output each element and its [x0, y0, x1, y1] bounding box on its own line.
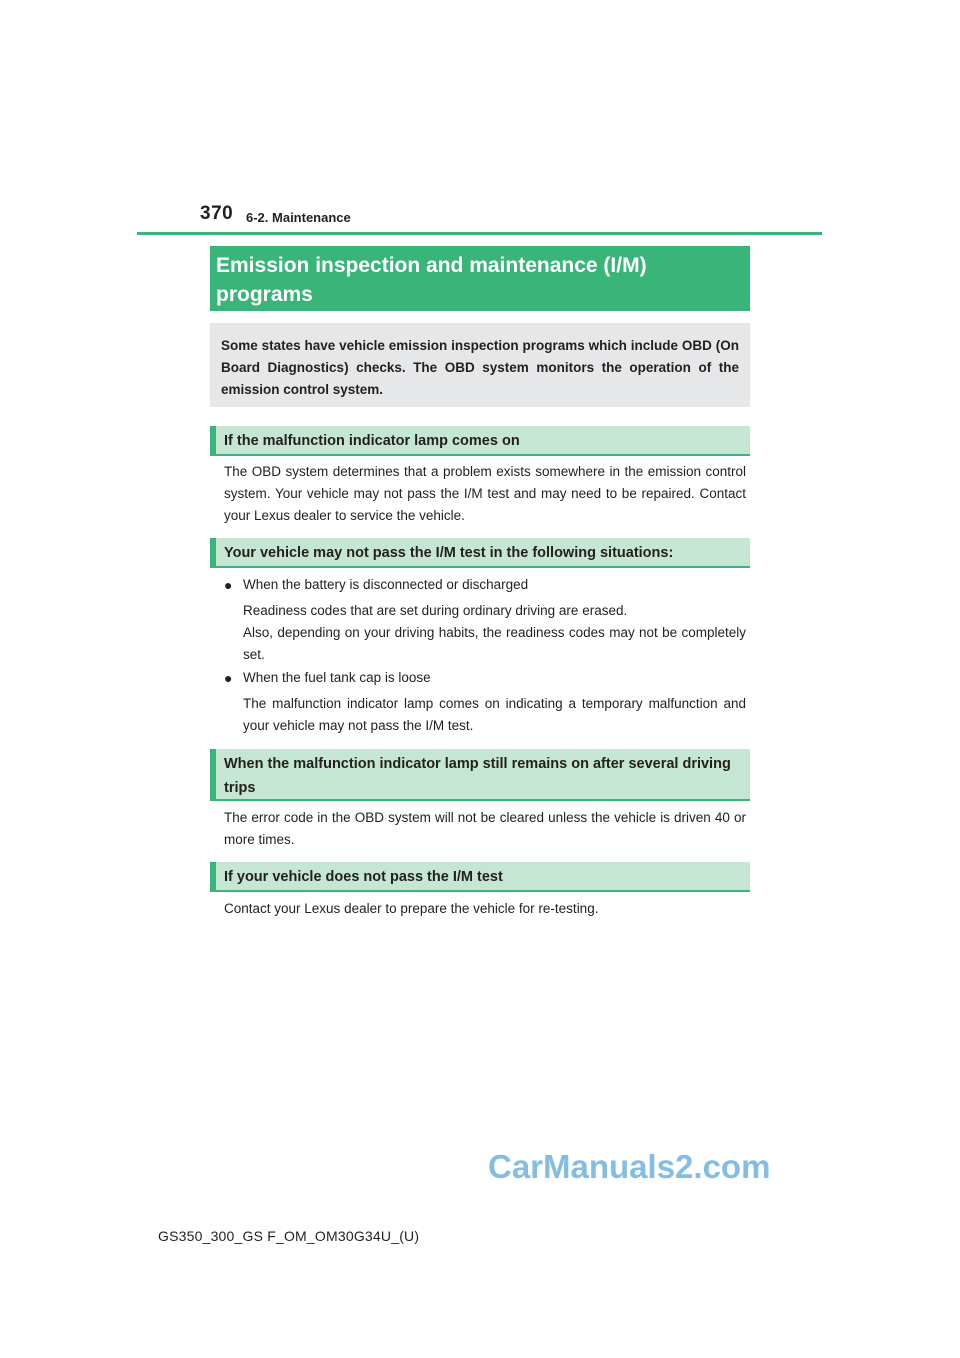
subhead-does-not-pass: If your vehicle does not pass the I/M test [210, 862, 750, 892]
subhead-lamp-remains-on: When the malfunction indicator lamp still remains on after several driving trips [210, 749, 750, 801]
body-lamp-remains-on: The error code in the OBD system will not be cleared unless the vehicle is driven 40 or more times. [224, 810, 746, 847]
footer-code: GS350_300_GS F_OM_OM30G34U_(U) [158, 1228, 420, 1244]
bullet-detail: Readiness codes that are set during ordinary driving are erased. [243, 603, 628, 618]
intro-box: Some states have vehicle emission inspection programs which include OBD (On Board Diagnostics) checks. The OBD system monitors the operation of the emission control system. [210, 323, 750, 407]
page-title: Emission inspection and maintenance (I/M) programs [210, 246, 750, 311]
bullet-detail: Also, depending on your driving habits, the readiness codes may not be completely set. [243, 625, 746, 662]
watermark: CarManuals2.com [488, 1148, 771, 1185]
subhead-malfunction-lamp: If the malfunction indicator lamp comes on [210, 426, 750, 456]
page-number: 370 [200, 203, 234, 224]
bullet-dot-icon: ● [224, 577, 233, 593]
body-does-not-pass: Contact your Lexus dealer to prepare the vehicle for re-testing. [224, 901, 599, 916]
header-rule [137, 232, 822, 235]
bullet-title: When the battery is disconnected or discharged [243, 577, 529, 592]
section-label: 6-2. Maintenance [246, 210, 351, 225]
bullet-detail: The malfunction indicator lamp comes on indicating a temporary malfunction and your vehicle may not pass the I/M test. [243, 696, 746, 733]
subhead-may-not-pass: Your vehicle may not pass the I/M test in the following situations: [210, 538, 750, 568]
bullet-title: When the fuel tank cap is loose [243, 670, 431, 685]
body-malfunction-lamp: The OBD system determines that a problem exists somewhere in the emission control system. Your vehicle may not pass the I/M test and may need to be repaired. Contact your Lexus dealer to service the vehicle. [224, 464, 746, 523]
bullet-dot-icon: ● [224, 670, 233, 686]
